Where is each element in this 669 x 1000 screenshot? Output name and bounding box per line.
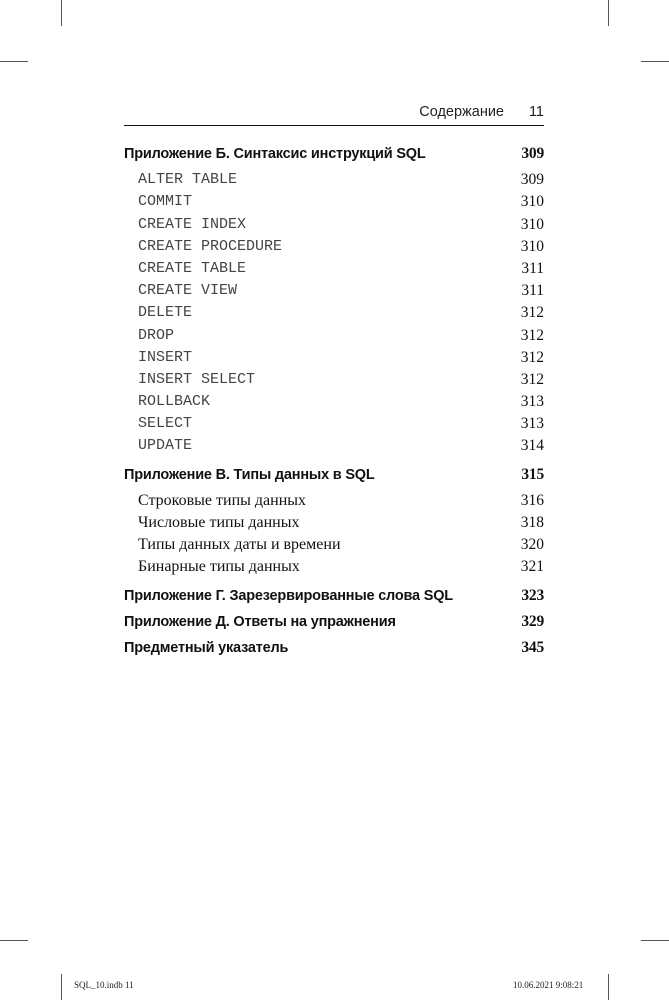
toc-entry-appendix-d[interactable] (124, 611, 544, 633)
toc-item-drop[interactable]: DROP 312 (138, 326, 544, 344)
toc-item-alter-table[interactable]: ALTER TABLE 309 (138, 171, 544, 189)
toc-entry-appendix-g[interactable] (124, 585, 544, 607)
toc-item-numeric-types[interactable]: Числовые типы данных 318 (138, 514, 544, 531)
toc-entry-page: 309 (521, 145, 544, 162)
toc-item-binary-types[interactable]: Бинарные типы данных 321 (138, 558, 544, 576)
slug-file: SQL_10.indb 11 (74, 980, 134, 990)
toc-entry-title: Приложение Д. Ответы на упражнения (124, 613, 396, 630)
toc-entry-appendix-b[interactable] (124, 143, 544, 165)
slug-timestamp: 10.06.2021 9:08:21 (513, 980, 584, 990)
toc-item-insert-select[interactable]: INSERT SELECT 312 (138, 370, 544, 388)
toc-entry-page: 315 (521, 465, 544, 483)
toc-item-create-index[interactable]: CREATE INDEX 310 (138, 215, 544, 233)
crop-mark-right-top (641, 61, 669, 62)
crop-mark-top-left (61, 0, 62, 26)
crop-mark-left-top (0, 61, 28, 62)
crop-mark-left-bottom (0, 940, 28, 941)
toc-item-update[interactable]: UPDATE 314 (138, 437, 544, 455)
toc-entry-title: Приложение Б. Синтаксис инструкций SQL (124, 146, 426, 162)
header-page-number: 11 (528, 104, 544, 120)
toc-entry-page: 345 (521, 638, 544, 656)
toc-entry-title: Предметный указатель (124, 639, 289, 656)
toc-item-select[interactable]: SELECT 313 (138, 415, 544, 433)
toc-entry-appendix-v[interactable] (124, 464, 544, 486)
toc-item-insert[interactable]: INSERT 312 (138, 348, 544, 366)
toc-item-create-table[interactable]: CREATE TABLE 311 (138, 259, 544, 277)
header-rule (124, 125, 544, 126)
crop-mark-right-bottom (641, 940, 669, 941)
crop-mark-bottom-right (608, 974, 609, 1000)
toc-entry-title: Приложение В. Типы данных в SQL (124, 466, 375, 483)
toc-entry-page: 329 (521, 612, 544, 630)
toc-item-datetime-types[interactable]: Типы данных даты и времени 320 (138, 536, 544, 554)
toc-entry-index[interactable] (124, 637, 544, 659)
toc-item-string-types[interactable]: Строковые типы данных 316 (138, 491, 544, 509)
toc-entry-title: Приложение Г. Зарезервированные слова SQL (124, 587, 453, 604)
crop-mark-bottom-left (61, 974, 62, 1000)
table-of-contents (124, 143, 544, 659)
toc-entry-page: 323 (521, 586, 544, 604)
toc-item-rollback[interactable]: ROLLBACK 313 (138, 393, 544, 411)
toc-item-create-procedure[interactable]: CREATE PROCEDURE 310 (138, 237, 544, 255)
toc-item-delete[interactable]: DELETE 312 (138, 304, 544, 322)
crop-mark-top-right (608, 0, 609, 26)
appendix-v-items (124, 490, 544, 579)
toc-item-create-view[interactable]: CREATE VIEW 311 (138, 282, 544, 300)
header-title: Содержание (419, 104, 504, 120)
running-header (124, 104, 544, 124)
appendix-b-items (124, 169, 544, 457)
toc-item-commit[interactable]: COMMIT 310 (138, 193, 544, 211)
